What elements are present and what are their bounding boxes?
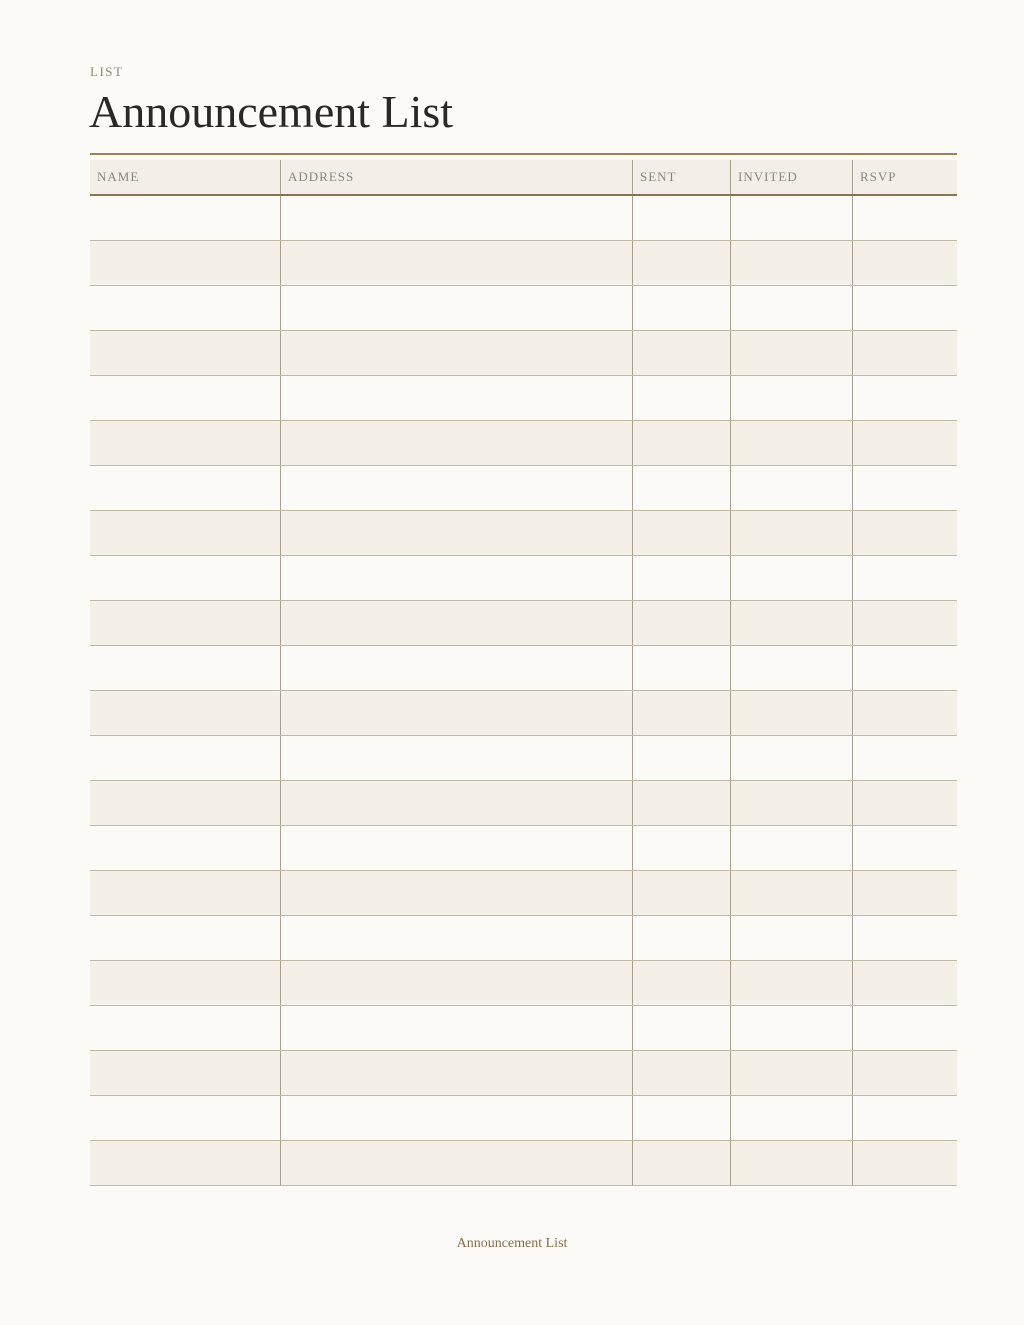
cell-sent[interactable] [632, 511, 730, 555]
cell-sent[interactable] [632, 421, 730, 465]
cell-address[interactable] [280, 331, 632, 375]
cell-name[interactable] [90, 331, 280, 375]
cell-name[interactable] [90, 1006, 280, 1050]
cell-address[interactable] [280, 1096, 632, 1140]
cell-name[interactable] [90, 196, 280, 240]
cell-name[interactable] [90, 916, 280, 960]
cell-sent[interactable] [632, 1141, 730, 1185]
table-row [90, 916, 957, 961]
cell-invited[interactable] [730, 916, 852, 960]
cell-name[interactable] [90, 556, 280, 600]
cell-invited[interactable] [730, 556, 852, 600]
cell-rsvp[interactable] [852, 1141, 957, 1185]
cell-address[interactable] [280, 421, 632, 465]
cell-address[interactable] [280, 376, 632, 420]
cell-address[interactable] [280, 826, 632, 870]
cell-name[interactable] [90, 376, 280, 420]
cell-rsvp[interactable] [852, 466, 957, 510]
cell-sent[interactable] [632, 1006, 730, 1050]
cell-name[interactable] [90, 511, 280, 555]
cell-address[interactable] [280, 556, 632, 600]
table-row [90, 691, 957, 736]
cell-address[interactable] [280, 916, 632, 960]
table-row [90, 331, 957, 376]
cell-invited[interactable] [730, 1141, 852, 1185]
cell-name[interactable] [90, 871, 280, 915]
table-header [90, 160, 957, 196]
cell-rsvp[interactable] [852, 601, 957, 645]
cell-address[interactable] [280, 961, 632, 1005]
cell-invited[interactable] [730, 331, 852, 375]
cell-name[interactable] [90, 826, 280, 870]
table-row [90, 871, 957, 916]
page-kicker: LIST [90, 64, 124, 79]
table-row [90, 1006, 957, 1051]
cell-rsvp[interactable] [852, 736, 957, 780]
table-row [90, 1051, 957, 1096]
cell-address[interactable] [280, 1051, 632, 1095]
cell-sent[interactable] [632, 781, 730, 825]
cell-sent[interactable] [632, 286, 730, 330]
cell-rsvp[interactable] [852, 196, 957, 240]
cell-address[interactable] [280, 1006, 632, 1050]
cell-rsvp[interactable] [852, 286, 957, 330]
cell-sent[interactable] [632, 601, 730, 645]
page-footer: Announcement List [456, 1236, 568, 1251]
cell-rsvp[interactable] [852, 331, 957, 375]
cell-address[interactable] [280, 736, 632, 780]
cell-invited[interactable] [730, 196, 852, 240]
column-header-sent: SENT [632, 160, 730, 194]
cell-rsvp[interactable] [852, 691, 957, 735]
cell-address[interactable] [280, 601, 632, 645]
table-row [90, 646, 957, 691]
cell-sent[interactable] [632, 826, 730, 870]
cell-rsvp[interactable] [852, 1051, 957, 1095]
cell-rsvp[interactable] [852, 961, 957, 1005]
cell-name[interactable] [90, 961, 280, 1005]
cell-rsvp[interactable] [852, 1006, 957, 1050]
column-header-rsvp: RSVP [852, 160, 957, 194]
cell-name[interactable] [90, 286, 280, 330]
cell-rsvp[interactable] [852, 646, 957, 690]
page-title: Announcement List [89, 86, 454, 137]
cell-address[interactable] [280, 781, 632, 825]
column-header-name: NAME [97, 169, 140, 184]
cell-address[interactable] [280, 691, 632, 735]
table-row [90, 961, 957, 1006]
cell-sent[interactable] [632, 961, 730, 1005]
cell-name[interactable] [90, 736, 280, 780]
cell-invited[interactable] [730, 781, 852, 825]
cell-rsvp[interactable] [852, 781, 957, 825]
cell-sent[interactable] [632, 331, 730, 375]
table-row [90, 376, 957, 421]
cell-sent[interactable] [632, 1096, 730, 1140]
table-row [90, 736, 957, 781]
table-row [90, 511, 957, 556]
cell-name[interactable] [90, 646, 280, 690]
cell-sent[interactable] [632, 691, 730, 735]
cell-invited[interactable] [730, 421, 852, 465]
cell-invited[interactable] [730, 241, 852, 285]
cell-invited[interactable] [730, 691, 852, 735]
cell-invited[interactable] [730, 1051, 852, 1095]
table-row [90, 601, 957, 646]
cell-name[interactable] [90, 601, 280, 645]
table-row [90, 781, 957, 826]
cell-sent[interactable] [632, 1051, 730, 1095]
cell-rsvp[interactable] [852, 376, 957, 420]
announcement-table [90, 160, 957, 1186]
cell-invited[interactable] [730, 376, 852, 420]
cell-address[interactable] [280, 511, 632, 555]
cell-invited[interactable] [730, 646, 852, 690]
table-row [90, 286, 957, 331]
cell-name[interactable] [90, 1141, 280, 1185]
cell-address[interactable] [280, 286, 632, 330]
cell-rsvp[interactable] [852, 556, 957, 600]
title-divider [90, 153, 957, 155]
cell-address[interactable] [280, 1141, 632, 1185]
cell-invited[interactable] [730, 511, 852, 555]
table-row [90, 421, 957, 466]
column-header-address: ADDRESS [280, 160, 632, 194]
column-header-invited: INVITED [730, 160, 852, 194]
cell-name[interactable] [90, 691, 280, 735]
table-row [90, 241, 957, 286]
cell-address[interactable] [280, 871, 632, 915]
table-row [90, 466, 957, 511]
cell-address[interactable] [280, 646, 632, 690]
table-row [90, 826, 957, 871]
table-body [90, 196, 957, 1186]
cell-sent[interactable] [632, 466, 730, 510]
cell-rsvp[interactable] [852, 871, 957, 915]
cell-address[interactable] [280, 196, 632, 240]
cell-name[interactable] [90, 466, 280, 510]
cell-rsvp[interactable] [852, 511, 957, 555]
cell-rsvp[interactable] [852, 241, 957, 285]
cell-name[interactable] [90, 1051, 280, 1095]
cell-invited[interactable] [730, 871, 852, 915]
cell-sent[interactable] [632, 556, 730, 600]
cell-invited[interactable] [730, 1096, 852, 1140]
cell-address[interactable] [280, 241, 632, 285]
cell-sent[interactable] [632, 646, 730, 690]
cell-invited[interactable] [730, 601, 852, 645]
cell-sent[interactable] [632, 871, 730, 915]
cell-invited[interactable] [730, 1006, 852, 1050]
cell-address[interactable] [280, 466, 632, 510]
cell-invited[interactable] [730, 961, 852, 1005]
cell-name[interactable] [90, 781, 280, 825]
cell-name[interactable] [90, 421, 280, 465]
cell-rsvp[interactable] [852, 826, 957, 870]
cell-invited[interactable] [730, 736, 852, 780]
cell-sent[interactable] [632, 196, 730, 240]
cell-rsvp[interactable] [852, 421, 957, 465]
cell-sent[interactable] [632, 736, 730, 780]
cell-sent[interactable] [632, 376, 730, 420]
table-row [90, 1096, 957, 1141]
table-row [90, 196, 957, 241]
cell-sent[interactable] [632, 241, 730, 285]
cell-name[interactable] [90, 241, 280, 285]
table-row [90, 1141, 957, 1186]
table-row [90, 556, 957, 601]
cell-sent[interactable] [632, 916, 730, 960]
cell-rsvp[interactable] [852, 1096, 957, 1140]
cell-invited[interactable] [730, 286, 852, 330]
cell-invited[interactable] [730, 466, 852, 510]
cell-name[interactable] [90, 1096, 280, 1140]
cell-rsvp[interactable] [852, 916, 957, 960]
cell-invited[interactable] [730, 826, 852, 870]
